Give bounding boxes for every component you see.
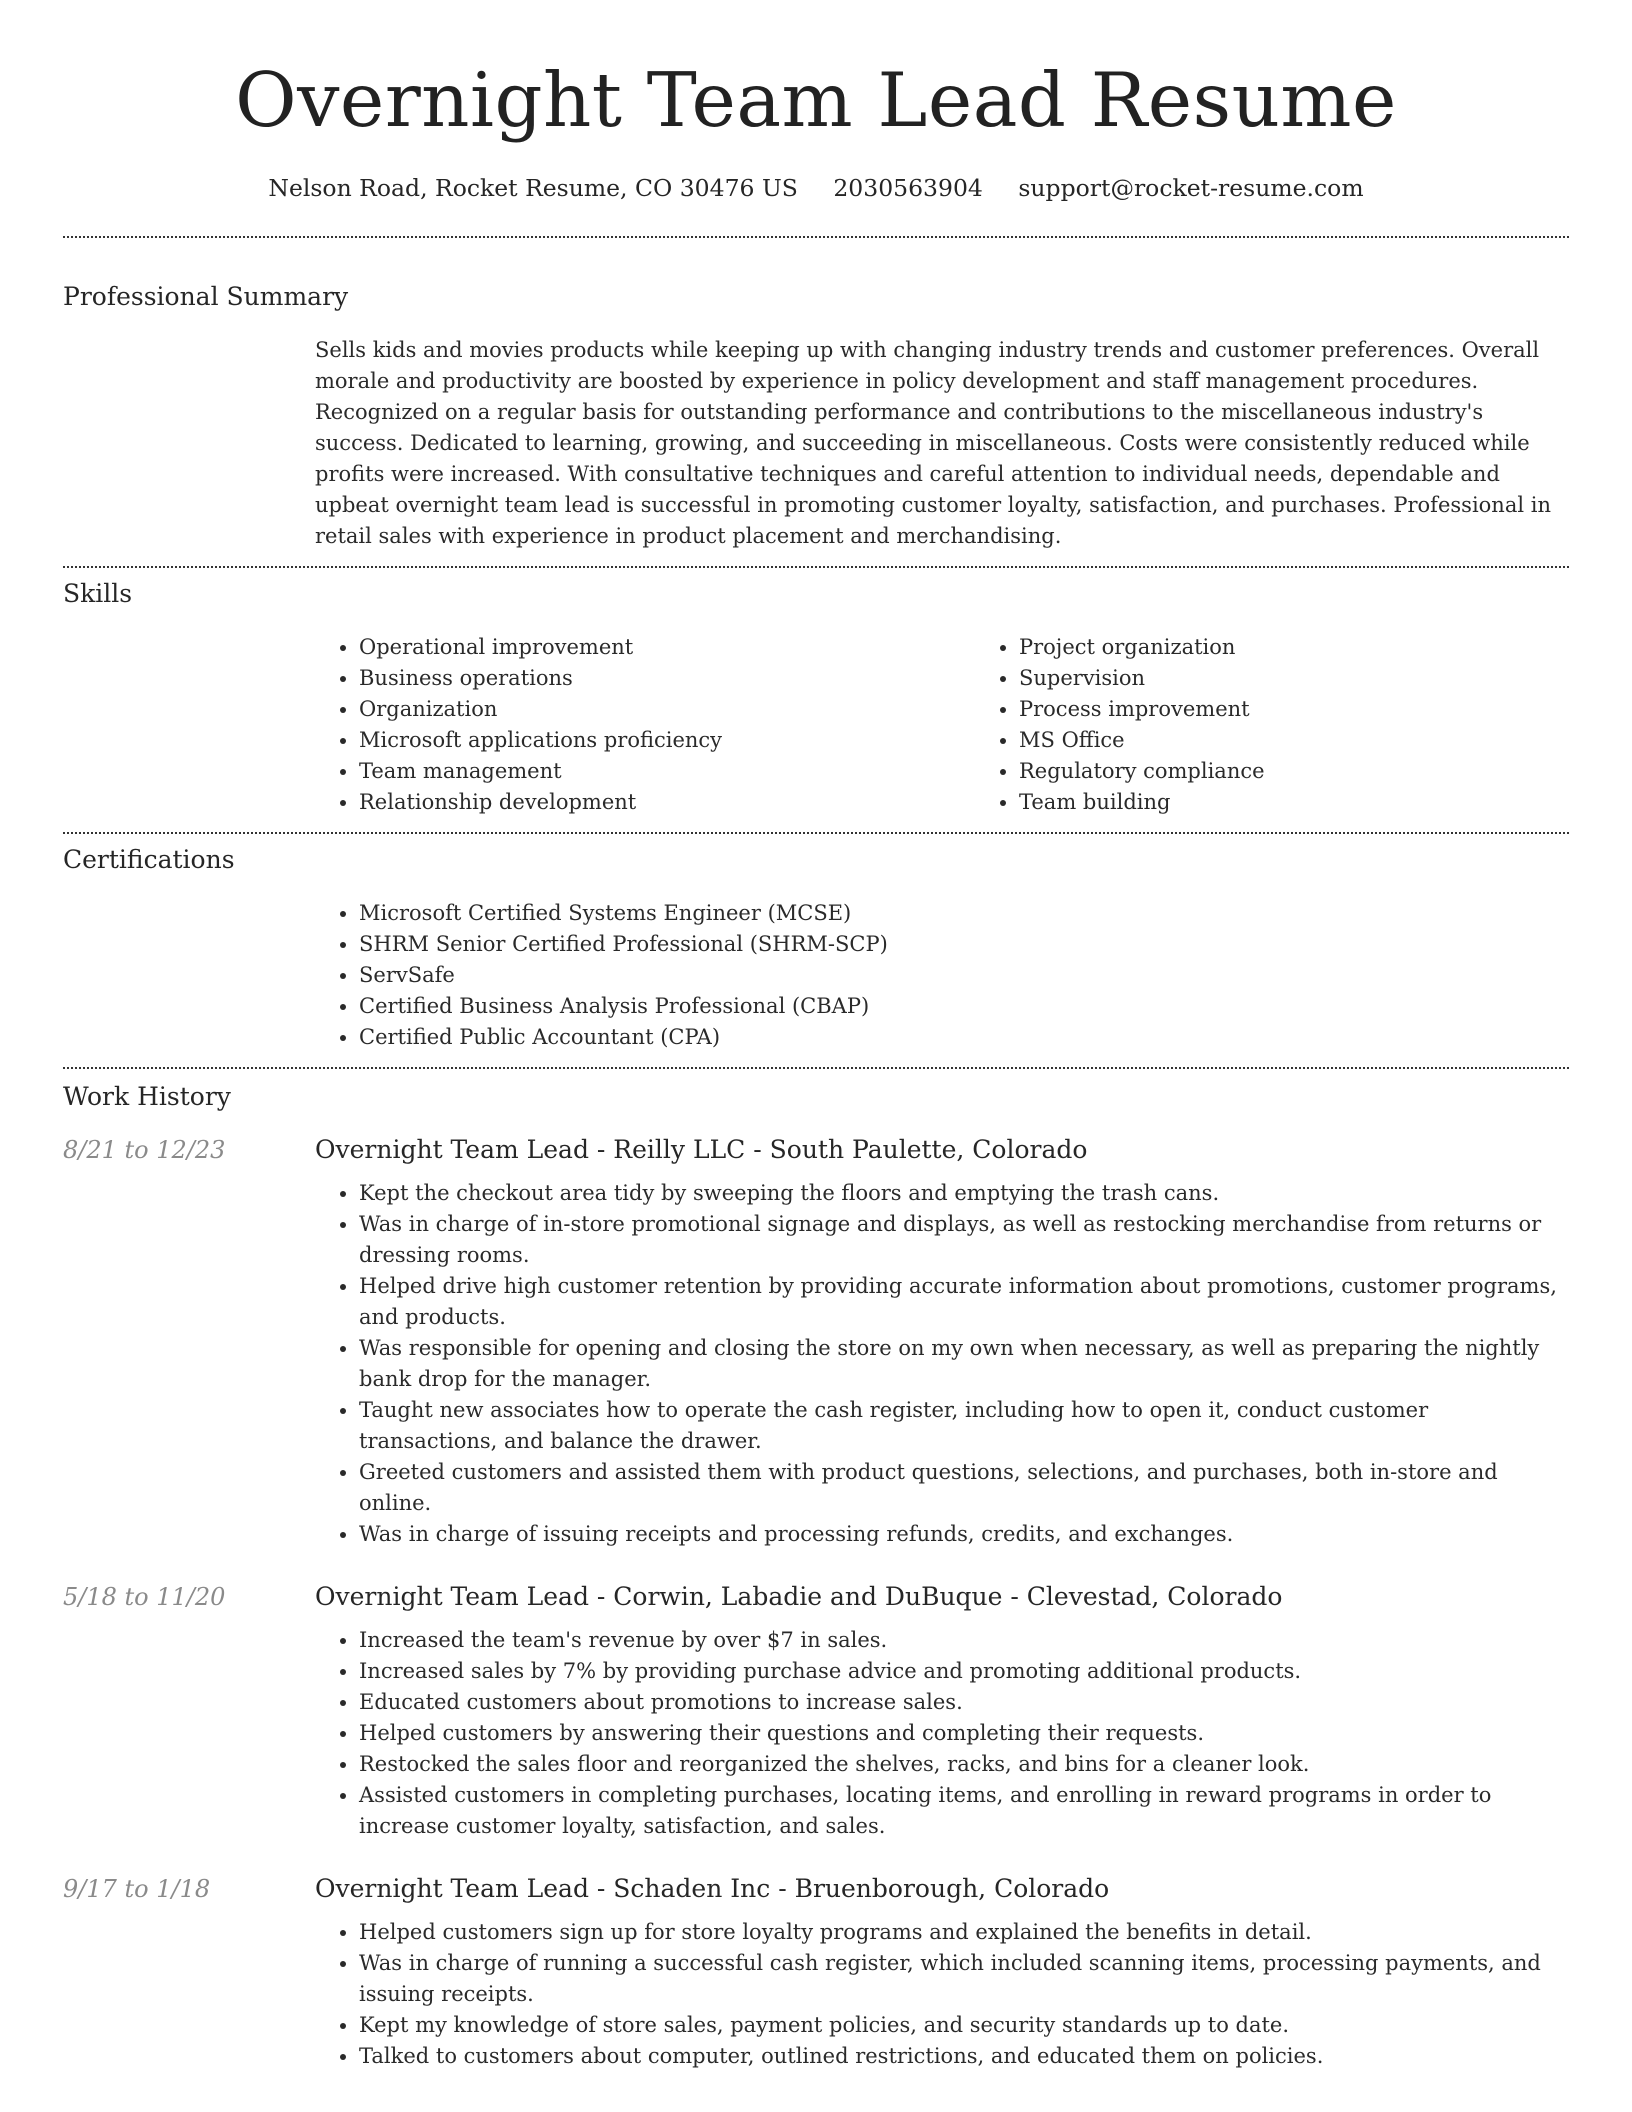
certifications-section [63, 844, 1569, 1053]
certification-item: • SHRM Senior Certified Professional (SHRM-SCP) [359, 929, 1569, 960]
contact-email: support@rocket-resume.com [1018, 174, 1364, 202]
skill-item: • Microsoft applications proficiency [359, 725, 975, 756]
skill-item: • Process improvement [1019, 694, 1632, 725]
skill-item: • Operational improvement [359, 632, 975, 663]
skills-section [63, 578, 1569, 818]
certification-item: • Microsoft Certified Systems Engineer (MCSE) [359, 898, 1569, 929]
work-history-heading: Work History [63, 1082, 231, 1111]
work-history-section [63, 1081, 1569, 2072]
job-bullet: • Restocked the sales floor and reorganized the shelves, racks, and bins for a cleaner look. [359, 1749, 1569, 1780]
job-entry [63, 1874, 1569, 2072]
skills-list-right [975, 632, 1632, 818]
resume-title: Overnight Team Lead Resume [235, 56, 1397, 144]
job-bullet: • Talked to customers about computer, outlined restrictions, and educated them on policies. [359, 2041, 1569, 2072]
job-dates: 5/18 to 11/20 [63, 1583, 226, 1611]
job-dates: 8/21 to 12/23 [63, 1136, 226, 1164]
job-header [63, 1874, 1569, 1903]
job-title: Overnight Team Lead - Corwin, Labadie and DuBuque - Clevestad, Colorado [315, 1582, 1283, 1611]
summary-section [63, 281, 1569, 552]
skill-item: • Business operations [359, 663, 975, 694]
job-bullet: • Greeted customers and assisted them with product questions, selections, and purchases, both in-store and online. [359, 1457, 1569, 1519]
skills-heading: Skills [63, 579, 133, 608]
job-bullet: • Taught new associates how to operate the cash register, including how to open it, conduct customer transactions, and balance the drawer. [359, 1395, 1569, 1457]
summary-body [315, 335, 1569, 552]
section-divider [63, 832, 1569, 834]
skill-item: • Team management [359, 756, 975, 787]
skill-item: • Team building [1019, 787, 1632, 818]
job-title: Overnight Team Lead - Reilly LLC - South Paulette, Colorado [315, 1135, 1088, 1164]
job-bullet: • Increased sales by 7% by providing purchase advice and promoting additional products. [359, 1656, 1569, 1687]
job-bullets [315, 1625, 1569, 1842]
contact-line [63, 172, 1569, 204]
contact-address: Nelson Road, Rocket Resume, CO 30476 US [268, 174, 798, 202]
summary-text: Sells kids and movies products while keeping up with changing industry trends and customer preferences. Overall morale and productivity are boosted by experience in policy development and staff management procedures. Recognized on a regular basis for outstanding performance and contributions to the miscellaneous industry's success. Dedicated to learning, growing, and succeeding in miscellaneous. Costs were consistently reduced while profits were increased. With consultative techniques and careful attention to individual needs, dependable and upbeat overnight team lead is successful in promoting customer loyalty, satisfaction, and purchases. Professional in retail sales with experience in product placement and merchandising. [315, 338, 1551, 548]
job-bullet: • Was responsible for opening and closing the store on my own when necessary, as well as preparing the nightly bank drop for the manager. [359, 1333, 1569, 1395]
job-bullet: • Helped customers by answering their questions and completing their requests. [359, 1718, 1569, 1749]
job-bullets [315, 1917, 1569, 2072]
contact-phone: 2030563904 [833, 174, 983, 202]
job-bullet: • Was in charge of in-store promotional signage and displays, as well as restocking merchandise from returns or dressing rooms. [359, 1209, 1569, 1271]
job-header [63, 1582, 1569, 1611]
job-title: Overnight Team Lead - Schaden Inc - Bruenborough, Colorado [315, 1874, 1110, 1903]
certification-item: • Certified Public Accountant (CPA) [359, 1022, 1569, 1053]
job-bullets [315, 1178, 1569, 1550]
skill-item: • MS Office [1019, 725, 1632, 756]
job-bullet: • Helped drive high customer retention by providing accurate information about promotions, customer programs, and products. [359, 1271, 1569, 1333]
skills-list-left [315, 632, 975, 818]
job-bullet: • Was in charge of issuing receipts and processing refunds, credits, and exchanges. [359, 1519, 1569, 1550]
skill-item: • Project organization [1019, 632, 1632, 663]
section-divider [63, 236, 1569, 238]
job-bullet: • Kept my knowledge of store sales, payment policies, and security standards up to date. [359, 2010, 1569, 2041]
job-entry [63, 1582, 1569, 1842]
job-bullet: • Helped customers sign up for store loyalty programs and explained the benefits in detail. [359, 1917, 1569, 1948]
job-bullet: • Was in charge of running a successful cash register, which included scanning items, processing payments, and issuing receipts. [359, 1948, 1569, 2010]
section-divider [63, 1067, 1569, 1069]
job-details [315, 1625, 1569, 1842]
job-bullet: • Increased the team's revenue by over $7 in sales. [359, 1625, 1569, 1656]
skill-item: • Organization [359, 694, 975, 725]
certification-item: • Certified Business Analysis Professional (CBAP) [359, 991, 1569, 1022]
job-bullet: • Assisted customers in completing purchases, locating items, and enrolling in reward programs in order to increase customer loyalty, satisfaction, and sales. [359, 1780, 1569, 1842]
section-divider [63, 566, 1569, 568]
certification-item: • ServSafe [359, 960, 1569, 991]
certifications-list [315, 898, 1569, 1053]
job-details [315, 1917, 1569, 2072]
certifications-body [315, 898, 1569, 1053]
job-entry [63, 1135, 1569, 1550]
job-bullet: • Kept the checkout area tidy by sweeping the floors and emptying the trash cans. [359, 1178, 1569, 1209]
skills-grid [315, 632, 1569, 818]
certifications-heading: Certifications [63, 845, 235, 874]
skill-item: • Supervision [1019, 663, 1632, 694]
job-details [315, 1178, 1569, 1550]
skill-item: • Regulatory compliance [1019, 756, 1632, 787]
job-bullet: • Educated customers about promotions to increase sales. [359, 1687, 1569, 1718]
job-header [63, 1135, 1569, 1164]
job-dates: 9/17 to 1/18 [63, 1875, 211, 1903]
summary-heading: Professional Summary [63, 282, 349, 311]
skill-item: • Relationship development [359, 787, 975, 818]
